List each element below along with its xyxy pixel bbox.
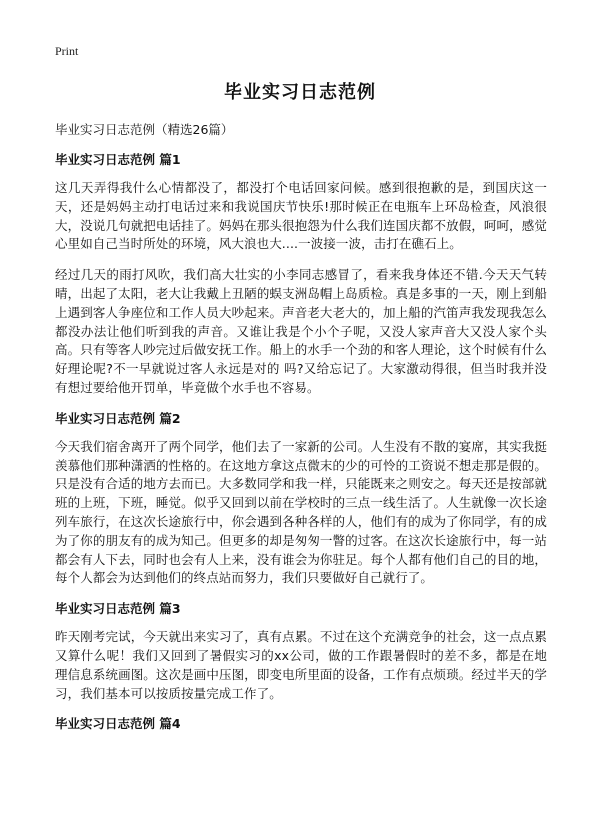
article-body: [55, 121, 547, 743]
section-heading: 毕业实习日志范例 篇2: [55, 410, 181, 426]
section-heading: 毕业实习日志范例 篇1: [55, 152, 181, 167]
paragraph: 昨天刚考完试，今天就出来实习了，真有点累。不过在这个充满竞争的社会，这一点点累又算什么呢！我们又回到了暑假实习的xx公司，做的工作跟暑假时的差不多，都是在地理信息系统画图。这次是画中压图，即变电所里面的设备，工作有点烦琐。经过半天的学习，我们基本可以按质按量完成工作了。: [55, 629, 547, 701]
section-3: [55, 600, 547, 703]
paragraph: 这几天弄得我什么心情都没了，都没打个电话回家问候。感到很抱歉的是，到国庆这一天，还是妈妈主动打电话过来和我说国庆节快乐!那时候正在电瓶车上环岛检查，风浪很大，没说几句就把电话挂了。妈妈在那头很抱怨为什么我们连国庆都不放假，呵呵，感觉心里如自己当时所处的环境，风大浪也大....一波接一波，击打在礁石上。: [55, 180, 547, 252]
section-1: [55, 151, 547, 398]
paragraph: 今天我们宿舍离开了两个同学，他们去了一家新的公司。人生没有不散的宴席，其实我挺羡慕他们那种潇洒的性格的。在这地方拿这点微末的少的可怜的工资说不想走那是假的。只是没有合适的地方去而已。大多数同学和我一样，只能既来之则安之。每天还是按部就班的上班，下班，睡觉。似乎又回到以前在学校时的三点一线生活了。人生就像一次长途列车旅行，在这次长途旅行中，你会遇到各种各样的人，他们有的成为了你同学，有的成为了你的朋友有的成为知己。但更多的却是匆匆一瞥的过客。在这次长途旅行中，每一站都会有人下去，同时也会有人上来，没有谁会为你驻足。每个人都有他们自己的目的地，每个人都会为达到他们的终点站而努力，我们只要做好自己就行了。: [55, 438, 547, 586]
page-title: 毕业实习日志范例: [224, 82, 376, 103]
section-heading: 毕业实习日志范例 篇4: [55, 716, 181, 732]
section-4: [55, 715, 547, 733]
print-link[interactable]: Print: [55, 44, 79, 58]
article-subtitle: 毕业实习日志范例（精选26篇）: [55, 122, 234, 137]
paragraph: 经过几天的雨打风吹，我们高大壮实的小李同志感冒了，看来我身体还不错.今天天气转晴，出起了太阳，老大让我戴上丑陋的蜈支洲岛帽上岛质检。真是多事的一天，刚上到船上遇到客人争座位和工作人员大吵起来。声音老大老大的，加上船的汽笛声我发现我怎么都没办法让他们听到我的声音。又谁让我是个小个子呢，又没人家声音大又没人家个头高。只有等客人吵完过后做安抚工作。船上的水手一个劲的和客人理论，这个时候有什么好理论呢?不一早就说过客人永远是对的 吗?又给忘记了。大家激动得很，但当时我并没有想过要给他开罚单，毕竟做个水手也不容易。: [55, 267, 547, 395]
section-2: [55, 410, 547, 588]
section-heading: 毕业实习日志范例 篇3: [55, 601, 181, 617]
